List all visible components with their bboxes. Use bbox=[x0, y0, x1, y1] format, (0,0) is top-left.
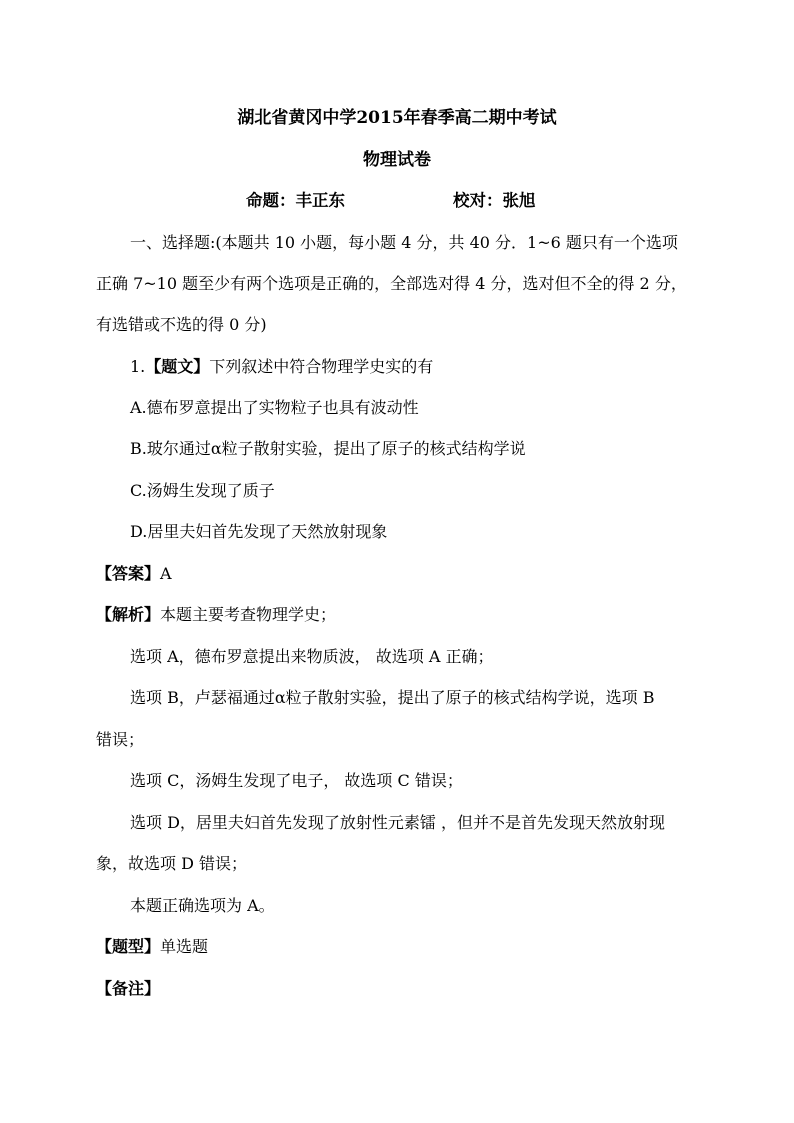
analysis-option-a: 选项 A，德布罗意提出来物质波， 故选项 A 正确； bbox=[130, 647, 494, 666]
analysis-tag: 【解析】 bbox=[96, 605, 161, 624]
analysis-option-d-line2: 象，故选项 D 错误； bbox=[96, 854, 248, 873]
analysis-option-d-line1: 选项 D，居里夫妇首先发现了放射性元素镭 ，但并不是首先发现天然放射现 bbox=[130, 813, 666, 832]
document-title: 湖北省黄冈中学2015年春季高二期中考试 bbox=[237, 108, 557, 128]
question-number: 1. bbox=[130, 357, 146, 376]
note-line bbox=[96, 978, 160, 1000]
option-d: D.居里夫妇首先发现了天然放射现象 bbox=[130, 522, 388, 541]
question-type: 单选题 bbox=[160, 937, 209, 956]
section-intro-line3: 有选错或不选的得 0 分) bbox=[96, 315, 267, 334]
note-tag: 【备注】 bbox=[96, 979, 161, 998]
analysis-option-b-line1: 选项 B，卢瑟福通过α粒子散射实验，提出了原子的核式结构学说，选项 B bbox=[130, 688, 655, 707]
section-intro-line2: 正确 7~10 题至少有两个选项是正确的，全部选对得 4 分，选对但不全的得 2 分， bbox=[96, 274, 687, 293]
option-b: B.玻尔通过α粒子散射实验，提出了原子的核式结构学说 bbox=[130, 439, 526, 458]
stem-tag: 【题文】 bbox=[145, 357, 210, 376]
checker-label: 校对：张旭 bbox=[453, 191, 536, 210]
analysis-line bbox=[96, 604, 336, 626]
answer-tag: 【答案】 bbox=[96, 564, 161, 583]
question-type-line bbox=[96, 936, 208, 958]
analysis-conclusion: 本题正确选项为 A。 bbox=[130, 896, 275, 915]
analysis-intro: 本题主要考查物理学史； bbox=[160, 605, 337, 624]
type-tag: 【题型】 bbox=[96, 937, 161, 956]
answer-value: A bbox=[160, 564, 172, 583]
section-intro-line1: 一、选择题:(本题共 10 小题，每小题 4 分，共 40 分．1~6 题只有一个选项 bbox=[130, 233, 678, 252]
document-subtitle: 物理试卷 bbox=[363, 150, 431, 170]
analysis-option-c: 选项 C，汤姆生发现了电子， 故选项 C 错误； bbox=[130, 771, 463, 790]
option-c: C.汤姆生发现了质子 bbox=[130, 481, 275, 500]
question-stem-line bbox=[130, 356, 433, 378]
author-label: 命题：丰正东 bbox=[246, 191, 345, 210]
option-a: A.德布罗意提出了实物粒子也具有波动性 bbox=[130, 398, 419, 417]
analysis-option-b-line2: 错误； bbox=[96, 730, 145, 749]
author-credits bbox=[246, 190, 536, 212]
answer-line bbox=[96, 563, 172, 585]
question-stem: 下列叙述中符合物理学史实的有 bbox=[209, 357, 434, 376]
